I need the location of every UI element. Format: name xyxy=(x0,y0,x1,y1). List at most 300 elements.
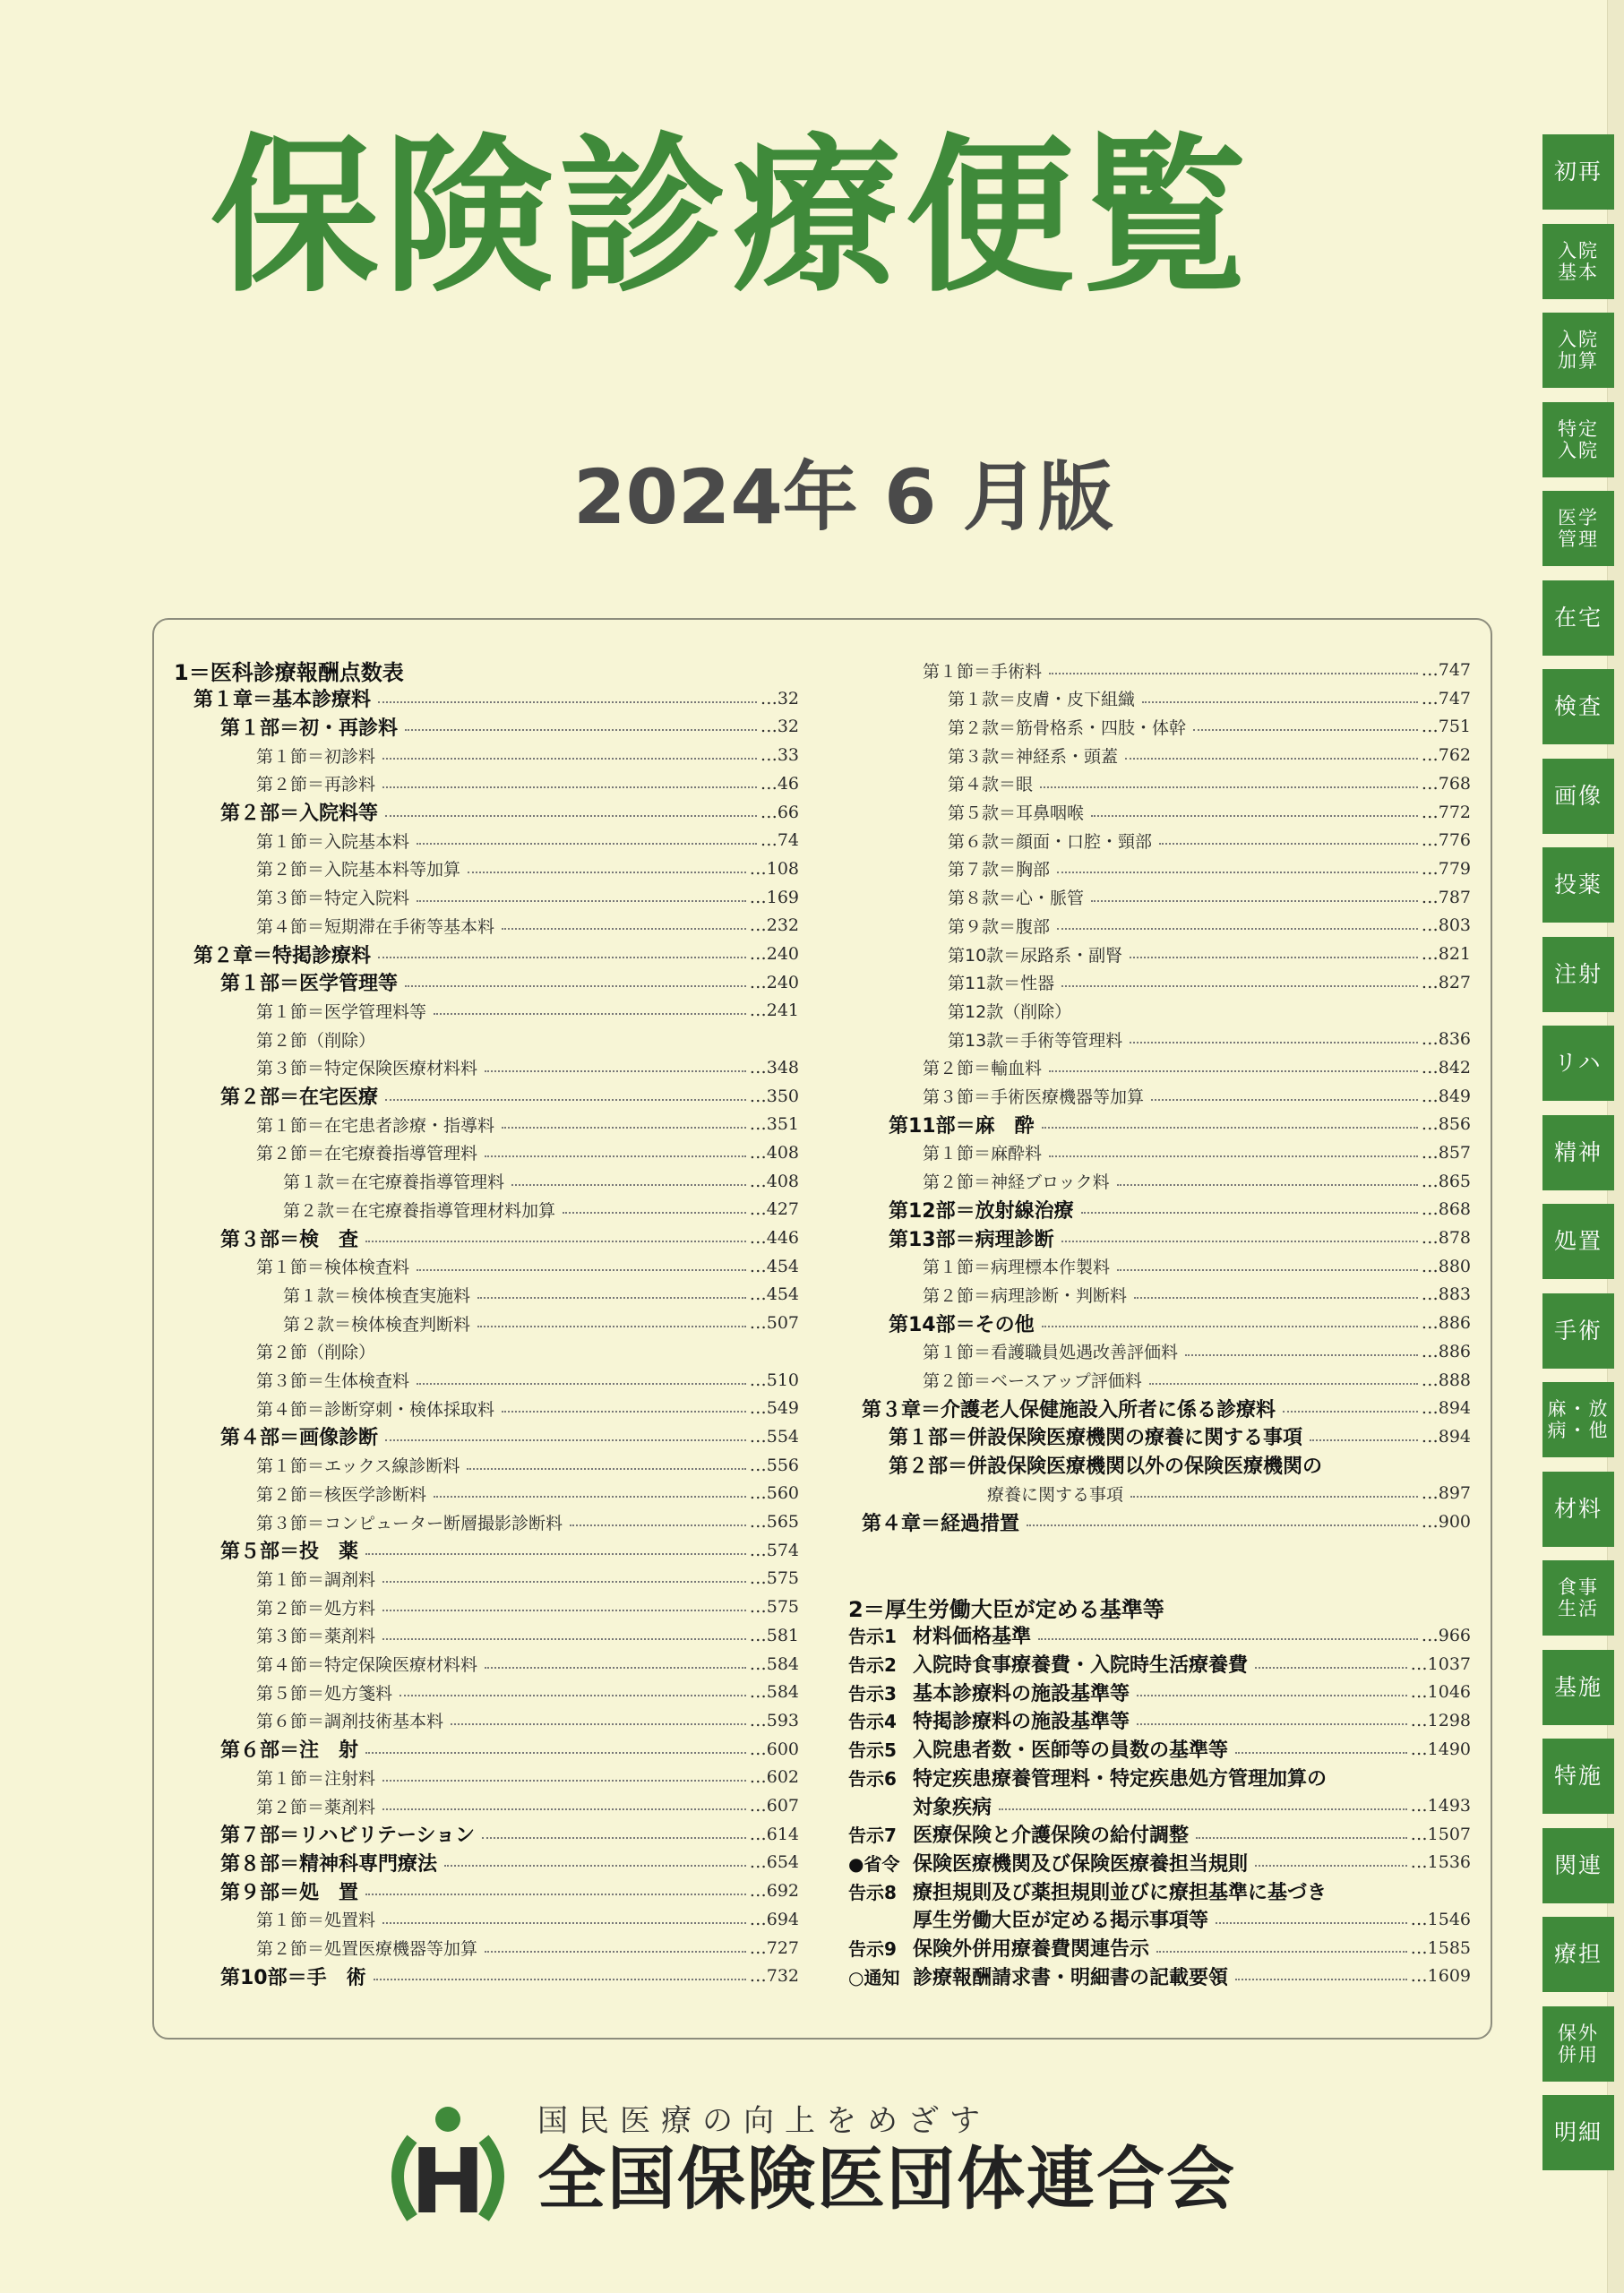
leader-dots xyxy=(405,985,746,987)
index-tab-label: 基施 xyxy=(1553,1673,1603,1700)
toc-entry-label: 第３節＝コンピューター断層撮影診断料 xyxy=(256,1513,563,1533)
index-tab-label: 麻・放 xyxy=(1547,1398,1610,1420)
toc-entry-page: …878 xyxy=(1421,1228,1471,1248)
section-heading-label: 2＝厚生労働大臣が定める基準等 xyxy=(848,1596,1164,1622)
toc-entry-page: …74 xyxy=(760,830,799,851)
toc-entry xyxy=(256,1764,799,1791)
index-tab[interactable] xyxy=(1542,1382,1614,1457)
index-tab-label: 加算 xyxy=(1558,350,1599,372)
index-tab[interactable] xyxy=(1542,1115,1614,1190)
toc-entry-label: 保険外併用療養費関連告示 xyxy=(913,1938,1150,1961)
leader-dots xyxy=(485,1951,746,1953)
toc-entry xyxy=(256,1622,799,1649)
toc-entry xyxy=(283,1281,799,1308)
toc-entry xyxy=(256,912,799,939)
toc-entry xyxy=(889,1111,1471,1138)
toc-entry-page: …351 xyxy=(749,1114,799,1135)
toc-entry-label: 第４章＝経過措置 xyxy=(862,1512,1020,1535)
toc-entry-label: 第１節＝処置料 xyxy=(256,1911,376,1931)
index-tab[interactable] xyxy=(1542,937,1614,1012)
leader-dots xyxy=(1117,1184,1418,1186)
toc-entry-label: 第２章＝特掲診療料 xyxy=(193,944,372,967)
leader-dots xyxy=(1061,985,1418,987)
toc-entry-label: 第１款＝在宅療養指導管理料 xyxy=(283,1172,505,1193)
toc-entry-label: 第１部＝初・再診料 xyxy=(220,717,399,740)
index-tab-label: リハ xyxy=(1554,1050,1603,1076)
index-tab[interactable] xyxy=(1542,847,1614,923)
index-tab-label: 特定 xyxy=(1558,417,1599,440)
toc-entry-page: …803 xyxy=(1421,915,1471,936)
toc-entry-page: …768 xyxy=(1421,773,1471,794)
toc-entry-label: 第４節＝診断穿刺・検体採取料 xyxy=(256,1399,495,1420)
toc-entry xyxy=(256,770,799,797)
toc-entry-page: …772 xyxy=(1421,802,1471,822)
toc-entry xyxy=(948,770,1471,797)
index-tab-label: 在宅 xyxy=(1553,604,1603,631)
toc-entry xyxy=(256,1253,799,1280)
toc-entry-label: 第２節＝病理診断・判断料 xyxy=(923,1285,1128,1306)
toc-entry-label: 特掲診療料の施設基準等 xyxy=(913,1711,1130,1734)
toc-entry xyxy=(948,1026,1471,1052)
index-tab[interactable] xyxy=(1542,2006,1614,2082)
toc-entry-prefix: 告示3 xyxy=(848,1682,897,1705)
index-tab[interactable] xyxy=(1542,1828,1614,1903)
toc-entry-page: …108 xyxy=(749,858,799,879)
leader-dots xyxy=(451,1723,746,1725)
footer xyxy=(376,2096,1362,2230)
logo-icon xyxy=(376,2103,520,2229)
toc-entry-page: …584 xyxy=(749,1653,799,1674)
index-tab[interactable] xyxy=(1542,1204,1614,1279)
toc-entry-label: 第７部＝リハビリテーション xyxy=(220,1825,476,1848)
toc-entry-page: …751 xyxy=(1421,717,1471,737)
toc-entry xyxy=(848,1622,1471,1649)
toc-entry-label: 第５款＝耳鼻咽喉 xyxy=(948,803,1085,823)
toc-entry-label: 第２節（削除） xyxy=(256,1343,376,1363)
toc-entry-page: …888 xyxy=(1421,1370,1471,1390)
leader-dots xyxy=(502,928,746,930)
toc-entry-page: …46 xyxy=(760,773,799,794)
toc-entry xyxy=(256,1139,799,1166)
toc-entry xyxy=(256,1707,799,1734)
leader-dots xyxy=(511,1184,746,1186)
leader-dots xyxy=(382,1922,746,1924)
leader-dots xyxy=(485,1155,746,1157)
toc-entry-label: 第11款＝性器 xyxy=(948,974,1055,994)
toc-entry-label: 第３節＝特定入院料 xyxy=(256,889,410,909)
toc-entry xyxy=(948,997,1471,1024)
toc-entry-page: …849 xyxy=(1421,1086,1471,1106)
toc-entry-prefix: 告示7 xyxy=(848,1825,897,1847)
leader-dots xyxy=(1185,1354,1418,1356)
toc-entry-page: …886 xyxy=(1421,1313,1471,1334)
toc-entry xyxy=(256,1338,799,1365)
leader-dots xyxy=(1134,1297,1418,1299)
toc-entry-label: 第１部＝医学管理等 xyxy=(220,973,399,996)
leader-dots xyxy=(1091,815,1418,817)
leader-dots xyxy=(385,1439,746,1441)
toc-entry xyxy=(848,1651,1471,1678)
leader-dots xyxy=(365,1241,746,1242)
leader-dots xyxy=(563,1212,746,1214)
leader-dots xyxy=(1125,758,1418,760)
toc-entry-label: 第２節＝処方料 xyxy=(256,1598,376,1619)
toc-entry xyxy=(923,1281,1471,1308)
toc-entry xyxy=(174,657,799,683)
toc-entry xyxy=(256,884,799,911)
toc-entry xyxy=(220,1083,799,1110)
toc-entry-label: 第８款＝心・脈管 xyxy=(948,889,1085,909)
toc-entry-label: 第１節＝注射料 xyxy=(256,1768,376,1789)
toc-entry-page: …408 xyxy=(749,1142,799,1163)
leader-dots xyxy=(485,1070,746,1072)
leader-dots xyxy=(502,1127,746,1129)
toc-entry-label: 第10款＝尿路系・副腎 xyxy=(948,945,1123,966)
toc-entry-page: …1609 xyxy=(1410,1966,1471,1987)
toc-entry-page: …32 xyxy=(760,717,799,737)
toc-entry-page: …779 xyxy=(1421,858,1471,879)
index-tab-label: 手術 xyxy=(1553,1317,1603,1344)
leader-dots xyxy=(1151,1099,1418,1101)
leader-dots xyxy=(365,1553,746,1555)
section-heading xyxy=(848,1593,1386,1620)
leader-dots xyxy=(1255,1865,1407,1867)
index-tab-label: 療担 xyxy=(1553,1941,1603,1967)
toc-entry xyxy=(862,1508,1471,1535)
toc-entry-label: 第２節＝処置医療機器等加算 xyxy=(256,1939,478,1959)
toc-entry xyxy=(948,855,1471,882)
index-tab[interactable] xyxy=(1542,1293,1614,1369)
toc-entry-page: …1536 xyxy=(1410,1852,1471,1873)
toc-entry xyxy=(256,1111,799,1138)
toc-entry xyxy=(923,1168,1471,1195)
toc-entry xyxy=(256,1395,799,1421)
toc-entry-page: …600 xyxy=(749,1739,799,1759)
leader-dots xyxy=(1255,1667,1407,1669)
toc-entry xyxy=(193,940,799,967)
toc-entry-page: …787 xyxy=(1421,887,1471,907)
toc-entry-page: …510 xyxy=(749,1370,799,1390)
toc-entry xyxy=(256,1026,799,1052)
toc-entry xyxy=(948,884,1471,911)
toc-entry-page: …727 xyxy=(749,1937,799,1958)
index-tab[interactable] xyxy=(1542,580,1614,656)
index-tab-label: 処置 xyxy=(1553,1228,1603,1254)
toc-entry-page: …821 xyxy=(1421,944,1471,964)
logo-letter: H xyxy=(410,2129,485,2229)
toc-entry xyxy=(889,1196,1471,1223)
leader-dots xyxy=(1049,1070,1418,1072)
toc-entry-page: …408 xyxy=(749,1171,799,1191)
toc-entry xyxy=(256,1452,799,1479)
index-tab[interactable] xyxy=(1542,224,1614,299)
leader-dots xyxy=(378,701,757,703)
toc-entry xyxy=(220,1962,799,1989)
toc-entry-label: 第５節＝処方箋料 xyxy=(256,1683,393,1704)
toc-entry-page: …842 xyxy=(1421,1057,1471,1078)
leader-dots xyxy=(365,1894,746,1895)
index-tab[interactable] xyxy=(1542,1026,1614,1101)
index-tab[interactable] xyxy=(1542,491,1614,566)
toc-entry-prefix: 告示4 xyxy=(848,1711,897,1733)
leader-dots xyxy=(1057,928,1418,930)
toc-entry-label: 第14部＝その他 xyxy=(889,1313,1035,1336)
toc-entry-page: …427 xyxy=(749,1199,799,1220)
toc-entry xyxy=(220,1821,799,1848)
toc-entry-page: …966 xyxy=(1421,1625,1471,1645)
toc-entry xyxy=(256,1054,799,1081)
toc-entry xyxy=(848,1821,1471,1848)
leader-dots xyxy=(1310,1439,1418,1441)
toc-entry xyxy=(256,1593,799,1620)
toc-entry-label: 第６款＝顔面・口腔・頸部 xyxy=(948,831,1153,852)
toc-entry-label: 療担規則及び薬担規則並びに療担基準に基づき xyxy=(913,1881,1328,1904)
toc-entry-label: 入院患者数・医師等の員数の基準等 xyxy=(913,1739,1229,1763)
toc-entry-label: 第３節＝薬剤料 xyxy=(256,1627,376,1647)
index-tabs xyxy=(1542,134,1614,2168)
leader-dots xyxy=(405,729,757,731)
index-tab-label: 投薬 xyxy=(1553,872,1603,897)
toc-entry xyxy=(283,1168,799,1195)
toc-entry-label: 入院時食事療養費・入院時生活療養費 xyxy=(913,1654,1249,1677)
leader-dots xyxy=(1061,1241,1418,1242)
toc-entry xyxy=(256,742,799,769)
toc-entry xyxy=(256,1935,799,1962)
toc-entry-label: 第13部＝病理診断 xyxy=(889,1228,1054,1251)
index-tab-label: 検査 xyxy=(1553,693,1603,719)
toc-entry-label: 第13款＝手術等管理料 xyxy=(948,1030,1123,1051)
toc-entry xyxy=(193,685,799,712)
toc-entry-label: 第８部＝精神科専門療法 xyxy=(220,1852,438,1876)
index-tab[interactable] xyxy=(1542,1917,1614,1992)
toc-entry-label: 第２節＝ベースアップ評価料 xyxy=(923,1371,1142,1391)
index-tab-label: 初再 xyxy=(1553,159,1603,185)
toc-entry-prefix: ●省令 xyxy=(848,1852,900,1875)
index-tab-label: 注射 xyxy=(1553,960,1603,987)
toc-entry-label: 第２部＝併設保険医療機関以外の保険医療機関の xyxy=(889,1456,1323,1479)
index-tab[interactable] xyxy=(1542,1650,1614,1725)
toc-entry-page: …1546 xyxy=(1410,1909,1471,1929)
toc-entry xyxy=(848,1906,1471,1933)
toc-entry-prefix: 告示8 xyxy=(848,1881,897,1903)
toc-entry-label: 第２款＝在宅療養指導管理材料加算 xyxy=(283,1200,556,1221)
toc-entry-page: …1493 xyxy=(1410,1796,1471,1816)
index-tab-label: 明細 xyxy=(1553,2119,1603,2145)
toc-entry xyxy=(848,1792,1471,1819)
toc-entry-label: 第１部＝併設保険医療機関の療養に関する事項 xyxy=(889,1427,1303,1450)
toc-entry xyxy=(848,1877,1471,1904)
toc-entry xyxy=(948,940,1471,967)
toc-entry-page: …654 xyxy=(749,1852,799,1873)
leader-dots xyxy=(1040,786,1418,788)
leader-dots xyxy=(1193,729,1418,731)
leader-dots xyxy=(1057,872,1418,873)
index-tab[interactable] xyxy=(1542,1560,1614,1636)
leader-dots xyxy=(1091,900,1418,902)
toc-entry-page: …747 xyxy=(1421,688,1471,709)
toc-entry-label: 第12款（削除） xyxy=(948,1001,1072,1022)
leader-dots xyxy=(1137,1695,1407,1696)
toc-entry-page: …776 xyxy=(1421,830,1471,851)
toc-entry-label: 第１節＝初診料 xyxy=(256,746,376,767)
slogan: 国民医療の向上をめざす xyxy=(537,2103,991,2139)
toc-entry-label: 第２部＝入院料等 xyxy=(220,803,379,825)
leader-dots xyxy=(434,1013,746,1015)
index-tab[interactable] xyxy=(1542,2095,1614,2170)
leader-dots xyxy=(1235,1752,1407,1754)
toc-entry-label: 第１款＝検体検査実施料 xyxy=(283,1285,471,1306)
leader-dots xyxy=(485,1667,746,1669)
toc-entry xyxy=(283,1310,799,1336)
index-tab-label: 病・他 xyxy=(1547,1420,1610,1441)
index-tab-label: 入院 xyxy=(1558,239,1599,262)
toc-entry-label: 第１節＝医学管理料等 xyxy=(256,1001,427,1022)
toc-entry-label: 第11部＝麻 酔 xyxy=(889,1114,1035,1138)
toc-entry-page: …240 xyxy=(749,972,799,992)
leader-dots xyxy=(1159,843,1418,845)
index-tab-label: 保外 xyxy=(1558,2022,1599,2044)
toc-entry-page: …350 xyxy=(749,1086,799,1106)
toc-entry-label: 第２節＝薬剤料 xyxy=(256,1797,376,1817)
leader-dots xyxy=(502,1411,746,1413)
leader-dots xyxy=(1042,1326,1418,1327)
toc-entry-label: 特定疾患療養管理料・特定疾患処方管理加算の xyxy=(913,1767,1328,1791)
leader-dots xyxy=(382,1610,746,1611)
toc-entry xyxy=(862,1395,1471,1421)
leader-dots xyxy=(1130,1496,1418,1498)
toc-entry-page: …575 xyxy=(749,1568,799,1589)
leader-dots xyxy=(570,1524,746,1526)
toc-entry xyxy=(256,1508,799,1535)
toc-entry-label: 第４節＝短期滞在手術等基本料 xyxy=(256,916,495,937)
leader-dots xyxy=(1027,1524,1418,1526)
leader-dots xyxy=(1042,1127,1418,1129)
toc-entry-label: 第４節＝特定保険医療材料料 xyxy=(256,1655,478,1675)
toc-entry-page: …1298 xyxy=(1410,1710,1471,1730)
toc-entry xyxy=(848,1764,1471,1791)
toc-entry-page: …694 xyxy=(749,1909,799,1929)
toc-entry-label: 第６節＝調剤技術基本料 xyxy=(256,1712,444,1732)
index-tab[interactable] xyxy=(1542,134,1614,210)
index-tab-label: 入院 xyxy=(1558,439,1599,461)
leader-dots xyxy=(1235,1979,1407,1980)
toc-entry xyxy=(948,742,1471,769)
leader-dots xyxy=(1137,1723,1407,1725)
leader-dots xyxy=(999,1808,1407,1810)
toc-entry-prefix: ○通知 xyxy=(848,1966,900,1988)
leader-dots xyxy=(382,758,757,760)
leader-dots xyxy=(1216,1922,1407,1924)
toc-entry-label: 第２款＝検体検査判断料 xyxy=(283,1314,471,1335)
toc-entry-label: 第３部＝検 査 xyxy=(220,1228,359,1251)
toc-entry-label: 第４款＝眼 xyxy=(948,775,1034,795)
toc-entry-page: …454 xyxy=(749,1256,799,1276)
index-tab[interactable] xyxy=(1542,402,1614,477)
index-tab-label: 医学 xyxy=(1558,507,1599,528)
index-tab[interactable] xyxy=(1542,1472,1614,1547)
toc-entry-page: …574 xyxy=(749,1540,799,1560)
toc-entry-page: …241 xyxy=(749,1001,799,1021)
index-tab-label: 材料 xyxy=(1553,1495,1603,1522)
leader-dots xyxy=(1081,1212,1418,1214)
index-tab[interactable] xyxy=(1542,1739,1614,1814)
toc-entry-page: …897 xyxy=(1421,1483,1471,1504)
toc-entry xyxy=(848,1849,1471,1876)
leader-dots xyxy=(1117,1269,1418,1271)
toc-entry-page: …169 xyxy=(749,887,799,907)
leader-dots xyxy=(1130,957,1418,958)
toc-entry-page: …602 xyxy=(749,1767,799,1788)
index-tab[interactable] xyxy=(1542,669,1614,744)
toc-entry-label: 第５部＝投 薬 xyxy=(220,1541,359,1564)
leader-dots xyxy=(1049,1155,1418,1157)
toc-entry-page: …1585 xyxy=(1410,1937,1471,1958)
toc-entry-label: 第７款＝胸部 xyxy=(948,860,1051,880)
leader-dots xyxy=(482,1837,746,1839)
toc-entry-label: 診療報酬請求書・明細書の記載要領 xyxy=(913,1966,1229,1989)
index-tab[interactable] xyxy=(1542,313,1614,388)
toc-entry xyxy=(848,1962,1471,1989)
toc-entry-page: …894 xyxy=(1421,1398,1471,1419)
toc-entry-page: …348 xyxy=(749,1057,799,1078)
toc-entry xyxy=(220,969,799,996)
toc-entry xyxy=(948,827,1471,854)
toc-entry-page: …584 xyxy=(749,1682,799,1703)
toc-entry-label: 第２節（削除） xyxy=(256,1030,376,1051)
main-title: 保険診療便覧 xyxy=(211,119,1253,315)
leader-dots xyxy=(1149,1383,1418,1385)
toc-entry-label: 第１節＝病理標本作製料 xyxy=(923,1258,1111,1278)
toc-entry xyxy=(256,1565,799,1592)
toc-entry-label: 第１節＝在宅患者診療・指導料 xyxy=(256,1115,495,1136)
leader-dots xyxy=(382,1581,746,1583)
toc-entry-label: 第12部＝放射線治療 xyxy=(889,1199,1074,1223)
toc-entry xyxy=(220,713,799,740)
toc-entry-page: …1490 xyxy=(1410,1739,1471,1759)
leader-dots xyxy=(477,1326,746,1327)
toc-entry-page: …507 xyxy=(749,1313,799,1334)
toc-entry-label: 第３節＝生体検査料 xyxy=(256,1371,410,1391)
leader-dots xyxy=(378,957,746,958)
index-tab-label: 精神 xyxy=(1553,1138,1603,1165)
toc-entry-page: …593 xyxy=(749,1710,799,1730)
toc-entry xyxy=(848,1935,1471,1962)
toc-entry xyxy=(948,969,1471,996)
toc-entry-page: …560 xyxy=(749,1483,799,1504)
toc-entry xyxy=(256,855,799,882)
toc-entry-page: …554 xyxy=(749,1426,799,1447)
toc-entry-label: 基本診療料の施設基準等 xyxy=(913,1682,1130,1705)
index-tab[interactable] xyxy=(1542,759,1614,834)
toc-entry xyxy=(923,1367,1471,1394)
toc-entry-label: 第２款＝筋骨格系・四肢・体幹 xyxy=(948,717,1187,738)
toc-entry xyxy=(948,799,1471,826)
toc-entry-label: 第４部＝画像診断 xyxy=(220,1427,379,1450)
toc-entry-page: …886 xyxy=(1421,1341,1471,1361)
toc-entry-label: 第１節＝入院基本料 xyxy=(256,831,410,852)
toc-entry-label: 第３節＝手術医療機器等加算 xyxy=(923,1087,1145,1107)
toc-entry xyxy=(889,1224,1471,1251)
toc-entry xyxy=(923,1054,1471,1081)
toc-entry-label: 第１款＝皮膚・皮下組織 xyxy=(948,690,1136,710)
leader-dots xyxy=(382,1638,746,1640)
leader-dots xyxy=(417,1383,746,1385)
toc-entry-label: 療養に関する事項 xyxy=(987,1484,1124,1505)
toc-entry xyxy=(256,997,799,1024)
toc-entry xyxy=(256,1367,799,1394)
toc-entry-page: …894 xyxy=(1421,1426,1471,1447)
toc-entry xyxy=(923,1253,1471,1280)
